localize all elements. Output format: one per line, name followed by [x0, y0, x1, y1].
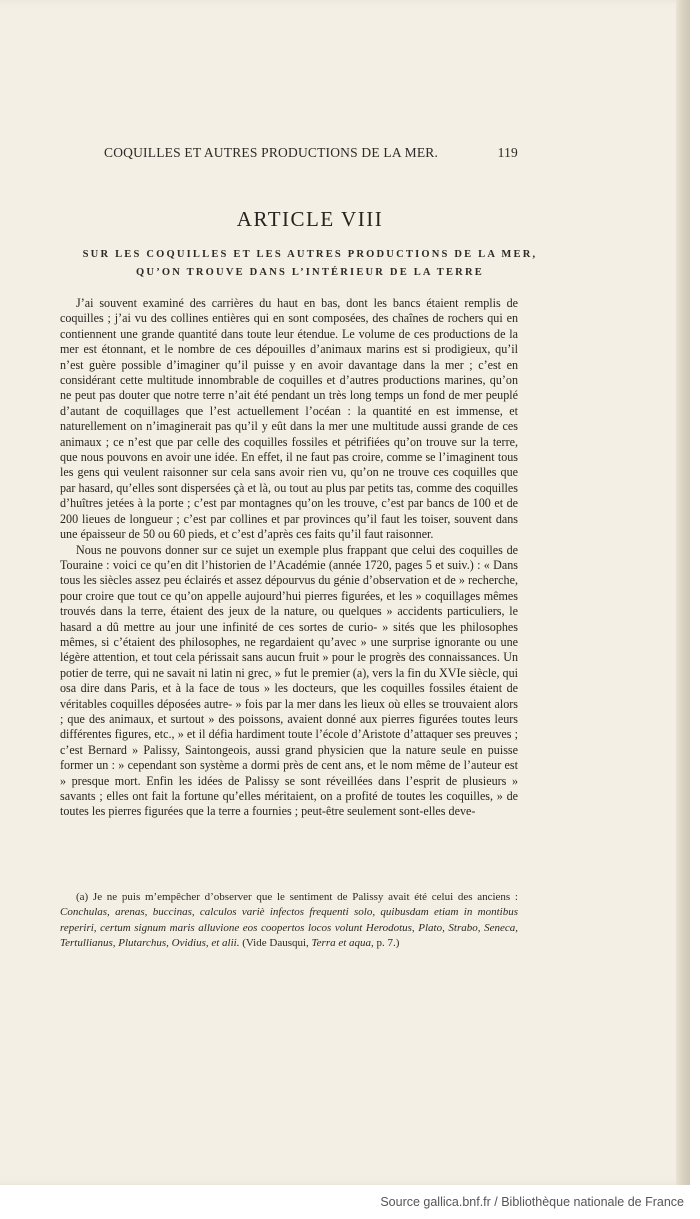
- page-number: 119: [497, 145, 518, 160]
- running-head: [104, 145, 518, 161]
- article-title: ARTICLE VIII: [236, 207, 384, 231]
- source-credit: Source gallica.bnf.fr / Bibliothèque nationale de France: [380, 1195, 684, 1209]
- running-head-title: COQUILLES ET AUTRES PRODUCTIONS DE LA MER.: [104, 145, 439, 160]
- footnote-latin-quote: Conchulas, arenas, buccinas, calculos variè infectos frequenti solo, quibusdam etiam in montibus reperiri, certum signum maris alluvione eos coopertos locos volunt Herodotus, Plato, Strabo, Seneca, Tertullianus, Plutarchus, Ovidius, et alii.: [60, 906, 518, 949]
- paragraph-2: Nous ne pouvons donner sur ce sujet un exemple plus frappant que celui des coquilles de Touraine : voici ce qu’en dit l’historien de l’Académie (année 1720, pages 5 et suiv.) : « Dans tous les siècles assez peu éclairés et assez dépourvus du génie d’observation et de » recherche, pour croire que tout ce qu’on appelle aujourd’hui pierres figurées, et les » coquillages mêmes trouvés dans la terre, étaient des jeux de la nature, ou quelques » accidents particuliers, le hasard a dû mettre au jour une infinité de ces sortes de curio- » sités que les philosophes mêmes, si c’étaient des philosophes, ne regardaient qu’avec » une surprise ignorante ou une légère attention, et tout cela périssait sans aucun fruit » pour le progrès des connaissances. Un potier de terre, qui ne savait ni latin ni grec, » fut le premier (a), vers la fin du XVIe siècle, qui osa dire dans Paris, et à la face de tous » les docteurs, que les coquilles fossiles étaient de véritables coquilles déposées autre- » fois par la mer dans les lieux où elles se trouvaient alors ; que des animaux, et surtout » des poissons, avaient donné aux pierres figurées toutes leurs différentes figures, etc., » et il défia hardiment toute l’école d’Aristote d’attaquer ses preuves ; c’est Bernard » Palissy, Saintongeois, aussi grand physicien que la nature seule en puisse former un : » cependant son système a dormi près de cent ans, et le nom même de l’auteur est » presque mort. Enfin les idées de Palissy se sont réveillées dans l’esprit de plusieurs » savants ; elles ont fait la fortune qu’elles méritaient, on a profité de toutes les coquilles, » de toutes les pierres figurées que la terre a fournies ; peut-être seulement sont-elles deve-: [60, 542, 518, 819]
- footnote-ref-title: Terra et aqua: [311, 936, 372, 949]
- article-subtitle-line2: QU’ON TROUVE DANS L’INTÉRIEUR DE LA TERRE: [136, 267, 484, 278]
- article-subtitle-line1: SUR LES COQUILLES ET LES AUTRES PRODUCTIONS DE LA MER,: [82, 249, 538, 260]
- page-edge: [676, 0, 690, 1185]
- paragraph-1: J’ai souvent examiné des carrières du haut en bas, dont les bancs étaient remplis de coquilles ; j’ai vu des collines entières qui en sont composées, des chaînes de rochers qui en contiennent une grande quantité dans toute leur étendue. Le volume de ces productions de la mer est étonnant, et le nombre de ces dépouilles d’animaux marins est si prodigieux, qu’il n’est guère possible d’imaginer qu’il puisse y en avoir davantage dans la mer ; c’est en considérant cette multitude innombrable de coquilles et d’autres productions marines, qu’on ne peut pas douter que notre terre n’ait été pendant un très long temps un fond de mer peuplé d’autant de coquillages que l’est actuellement l’océan : la quantité en est immense, et naturellement on n’imaginerait pas qu’il y eût dans la mer une multitude aussi grande de ces animaux ; ce n’est que par celle des coquilles fossiles et pétrifiées qu’on trouve sur la terre, que nous pouvons en avoir une idée. En effet, il ne faut pas croire, comme se l’imaginent tous les gens qui veulent raisonner sur cela sans avoir rien vu, qu’on ne trouve ces coquilles que par hasard, qu’elles sont dispersées çà et là, ou tout au plus par petits tas, comme des coquilles d’huîtres jetées à la porte ; c’est par montagnes qu’on les trouve, c’est par bancs de 100 et de 200 lieues de longueur ; c’est par collines et par provinces qu’il faut les toiser, souvent dans une épaisseur de 50 ou 60 pieds, et c’est d’après ces faits qu’il faut raisonner.: [60, 296, 518, 542]
- footnote-ref-close: , p. 7.): [371, 936, 400, 949]
- footnote: [60, 890, 518, 951]
- footnote-lead: (a) Je ne puis m’empêcher d’observer que le sentiment de Palissy avait été celui des anciens :: [76, 891, 518, 903]
- footnote-ref-open: (Vide Dausqui,: [239, 936, 312, 949]
- body-text: [60, 296, 518, 820]
